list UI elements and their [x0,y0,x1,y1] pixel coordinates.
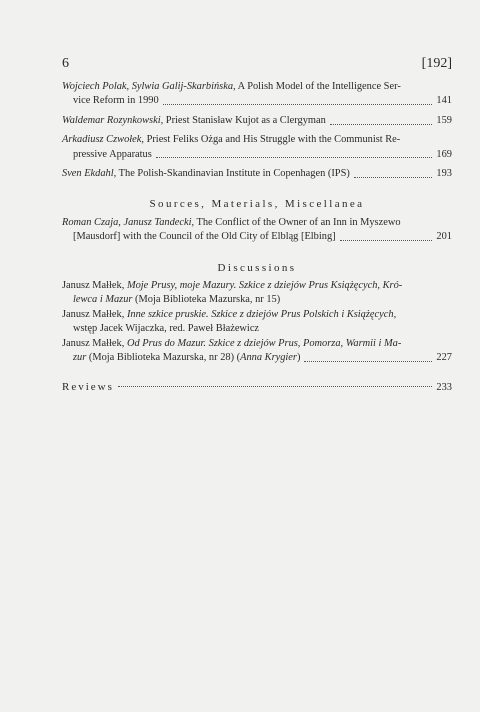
entry-title: The Conflict of the Owner of an Inn in Myszewo [194,216,401,228]
entry-page: 159 [436,114,452,126]
toc-entry [62,308,452,337]
toc-entry [62,114,452,128]
entry-title-cont: vice Reform in 1990 [73,95,159,107]
entry-series: (Moja Biblioteka Mazurska, nr 28) ( [86,352,241,364]
entry-authors: Janusz Małłek, [62,337,127,349]
entry-authors: Roman Czaja, Janusz Tandecki, [62,216,195,228]
entry-title-cont: zur [73,352,87,364]
toc-entry [62,337,452,366]
section-heading-discussions: Discussions [217,261,297,274]
toc-entry [62,216,452,245]
original-page-number: [192] [421,56,452,71]
leader-dots [340,240,433,241]
reviews-entry [62,380,452,395]
reviews-label: Reviews [62,380,114,393]
entry-title: Priest Stanisław Kujot as a Clergyman [163,114,326,126]
entry-page: 227 [436,352,452,364]
entry-title: The Polish-Skandinavian Institute in Copenhagen (IPS) [116,168,350,180]
entry-title: A Polish Model of the Intelligence Ser- [235,81,401,92]
entry-page: 201 [436,231,452,243]
entry-page: 193 [436,168,452,180]
entry-authors: Sven Ekdahl, [62,168,117,180]
entry-close-paren: ) [296,352,301,364]
page-number: 6 [62,56,69,71]
entry-title: Priest Feliks Ożga and His Struggle with the Communist Re- [143,134,401,146]
entry-title: Od Prus do Mazur. Szkice z dziejów Prus, Pomorza, Warmii i Ma- [126,337,402,349]
entry-authors: Janusz Małłek, [62,280,127,292]
reviews-page: 233 [436,381,452,393]
entry-title-cont: [Mausdorf] with the Council of the Old City of Elbląg [Elbing] [73,231,336,243]
entry-title: Inne szkice pruskie. Szkice z dziejów Prus Polskich i Książęcych, [126,308,397,320]
toc-entry [62,167,452,181]
leader-dots [156,157,433,158]
toc-entry [62,80,452,109]
toc-entry [62,133,452,162]
entry-title: Moje Prusy, moje Mazury. Szkice z dziejów Prus Książęcych, Kró- [126,280,403,292]
entry-page: 141 [436,95,452,107]
leader-dots [163,104,433,105]
page-header [62,56,452,72]
entry-title-cont: lewca i Mazur [73,294,133,306]
entry-authors: Janusz Małłek, [62,308,127,320]
entry-editors: wstęp Jacek Wijaczka, red. Paweł Błażewicz [73,323,260,335]
leader-dots [304,361,432,362]
entry-series: (Moja Biblioteka Mazurska, nr 15) [132,294,281,306]
entry-authors: Arkadiusz Czwołek, [62,134,144,146]
toc-content [62,80,452,395]
leader-dots [330,124,433,125]
entry-authors: Wojciech Polak, Sylwia Galij-Skarbińska, [62,81,236,92]
toc-entry [62,279,452,308]
leader-dots [354,177,433,178]
entry-authors: Waldemar Rozynkowski, [62,114,164,126]
leader-dots [118,386,433,387]
entry-reviewer: Anna Krygier [240,352,297,364]
section-heading-sources: Sources, Materials, Miscellanea [149,198,365,211]
entry-title-cont: pressive Apparatus [73,148,152,160]
entry-page: 169 [436,148,452,160]
